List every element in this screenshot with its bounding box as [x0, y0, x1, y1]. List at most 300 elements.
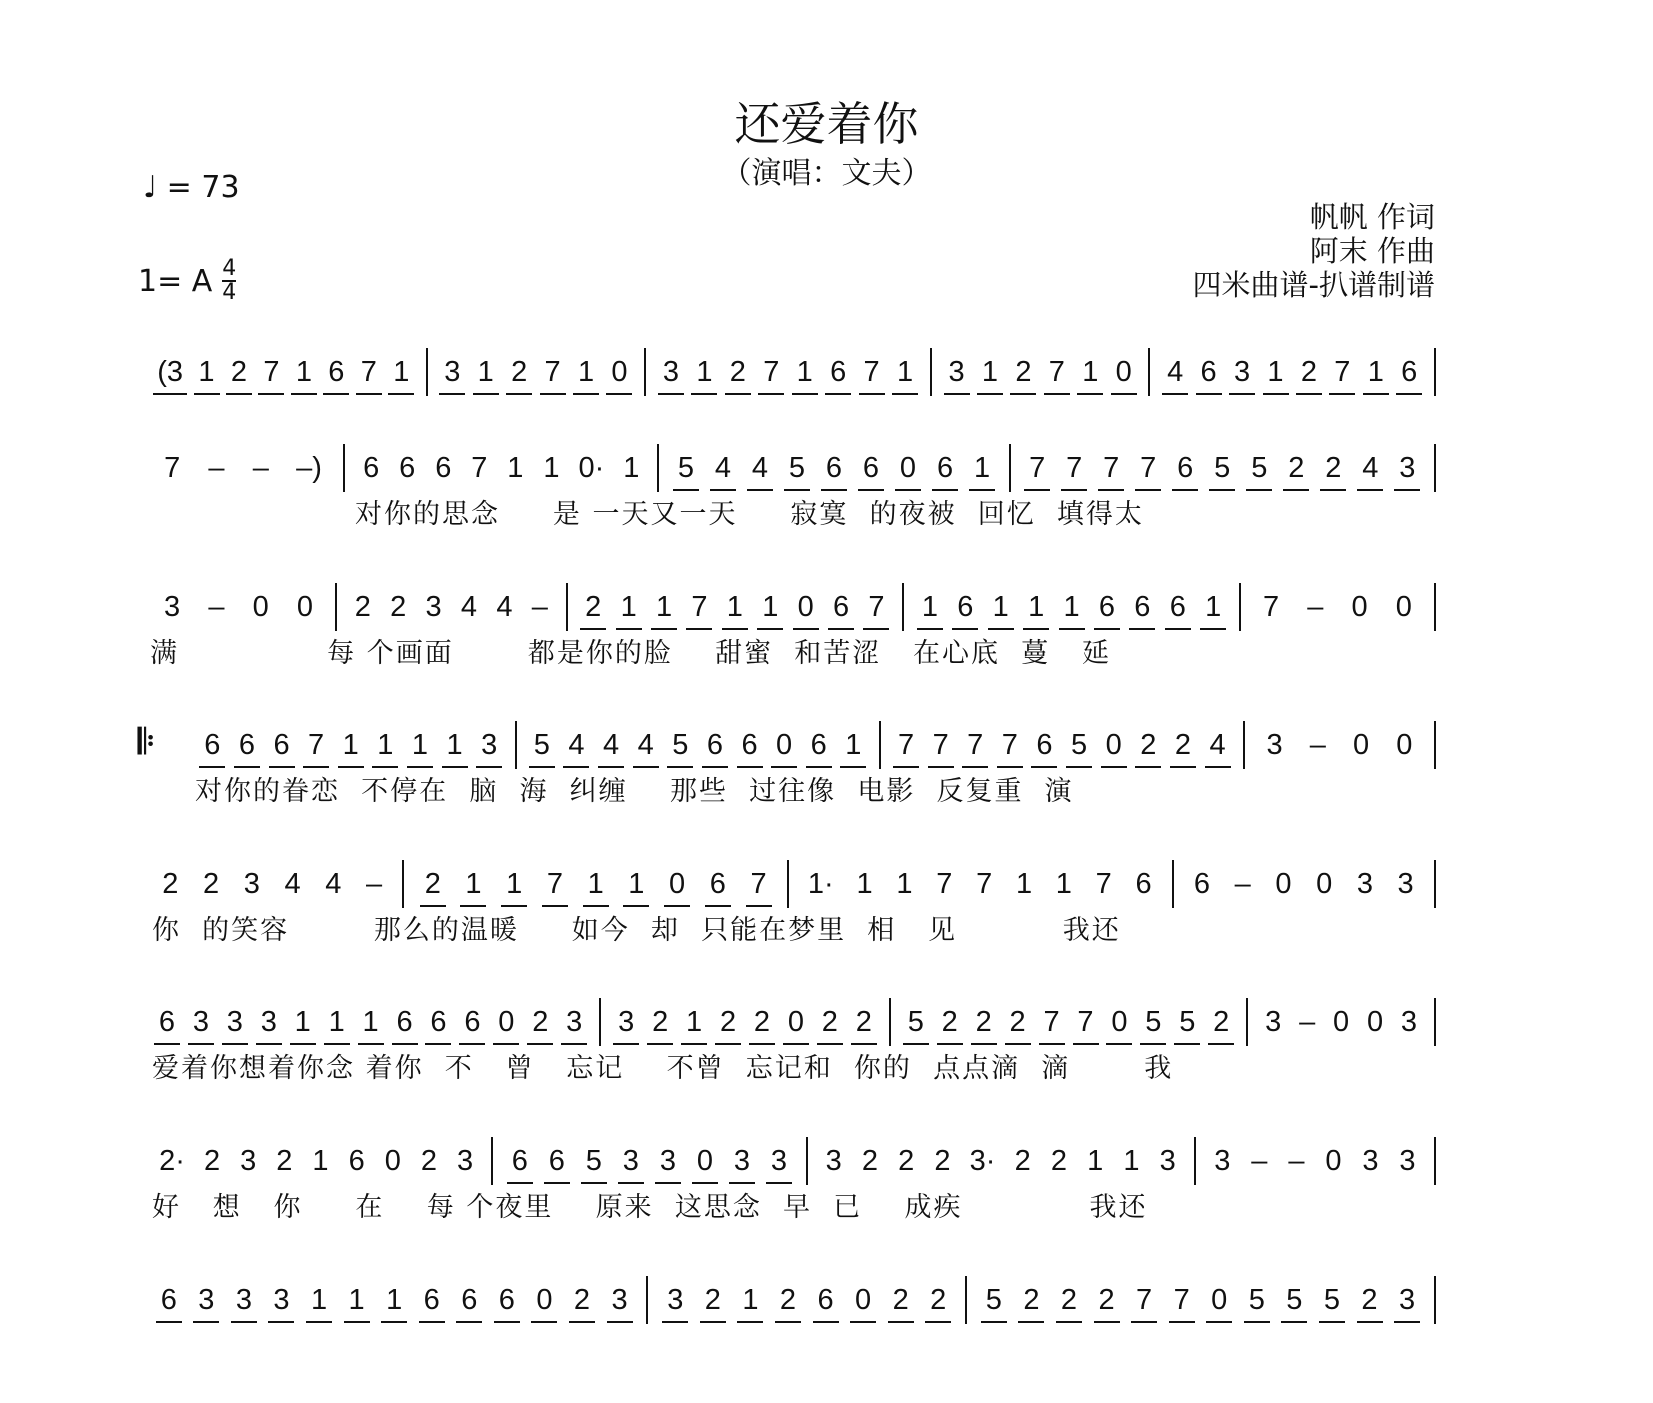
note: 1	[362, 1005, 379, 1038]
note: 7	[1066, 451, 1083, 484]
note: 6	[706, 728, 723, 761]
note: 6	[498, 1283, 515, 1316]
note: 1	[465, 867, 482, 900]
note: 4	[284, 867, 301, 900]
note: 2	[1015, 355, 1032, 388]
note: 4	[751, 451, 768, 484]
note: 6	[273, 728, 290, 761]
note: 6	[833, 590, 850, 623]
measure	[1196, 1137, 1436, 1185]
note: 5	[1251, 451, 1268, 484]
note: 3	[948, 355, 965, 388]
note: 2	[729, 355, 746, 388]
note: 1	[696, 355, 713, 388]
note: 7	[863, 355, 880, 388]
note: 2	[779, 1283, 797, 1316]
note: 0	[1333, 1005, 1350, 1038]
note: 3	[273, 1283, 290, 1316]
note: 1	[1028, 590, 1045, 623]
note: 6	[461, 1283, 478, 1316]
lyrics-line: 对你的思念 是 一天又一天 寂寞 的夜被 回忆 填得太	[355, 499, 1144, 530]
note: 7	[164, 451, 181, 484]
note: 3	[1399, 451, 1416, 484]
measure	[568, 583, 905, 631]
staff-row	[150, 1137, 1436, 1185]
note: 6	[1401, 355, 1418, 388]
note: 6	[1134, 590, 1151, 623]
note: 7	[1001, 728, 1018, 761]
note: 2	[975, 1005, 992, 1038]
note: 6	[158, 1005, 176, 1038]
note: 0	[855, 1283, 872, 1316]
note: 0	[1351, 590, 1368, 623]
note: 0	[1316, 867, 1333, 900]
note: 5	[1286, 1283, 1303, 1316]
note: 7	[1103, 451, 1120, 484]
note: 5	[1248, 1283, 1265, 1316]
note: 1	[1087, 1144, 1104, 1177]
note: 7	[750, 867, 767, 900]
note: 7	[1140, 451, 1157, 484]
note: 3	[1356, 867, 1373, 900]
note: 2	[821, 1005, 838, 1038]
measure	[932, 348, 1151, 396]
note: 5	[985, 1283, 1002, 1316]
note: 2	[230, 355, 248, 388]
note: 0	[536, 1283, 553, 1316]
note: 7	[263, 355, 280, 388]
note: 2	[934, 1144, 951, 1177]
measure	[1245, 721, 1436, 769]
measure	[150, 583, 337, 631]
note: 1	[981, 355, 999, 388]
note: 1	[623, 451, 640, 484]
measure	[150, 1137, 493, 1185]
note: 4	[568, 728, 585, 761]
note: 0	[1396, 728, 1413, 761]
note: 7	[546, 867, 563, 900]
measure	[404, 860, 789, 908]
note: 2	[930, 1283, 947, 1316]
measure	[428, 348, 647, 396]
note: 1	[896, 355, 914, 388]
staff-row	[195, 721, 1436, 769]
note: 3	[226, 1005, 243, 1038]
note: 0	[1275, 867, 1292, 900]
note: 1	[742, 1283, 759, 1316]
note: 7	[1043, 1005, 1060, 1038]
note: 3·	[969, 1144, 996, 1177]
note: 2	[1213, 1005, 1230, 1038]
note: 2	[1098, 1283, 1115, 1316]
note: 7	[868, 590, 885, 623]
note: 2	[532, 1005, 549, 1038]
measure	[150, 998, 601, 1046]
note: 5	[1179, 1005, 1196, 1038]
lyrics-line: 你 的笑容 那么的温暖 如今 却 只能在梦里 相 见 我还	[152, 915, 1121, 946]
note: 6	[862, 451, 880, 484]
note: 0	[669, 867, 686, 900]
measure	[1011, 444, 1436, 492]
note: 2	[573, 1283, 591, 1316]
note: –	[1234, 867, 1251, 900]
note: 3	[659, 1144, 676, 1177]
note: 6	[1169, 590, 1186, 623]
note: 1	[587, 867, 604, 900]
note: 3	[444, 355, 461, 388]
note: 6	[396, 1005, 413, 1038]
note: 2	[203, 867, 220, 900]
note: 0	[776, 728, 793, 761]
note: 2	[276, 1144, 293, 1177]
note: 1	[896, 867, 913, 900]
note: 4	[496, 590, 513, 623]
note: 2	[941, 1005, 958, 1038]
note: 1	[577, 355, 595, 388]
note: 7	[308, 728, 325, 761]
composer: 阿末 作曲	[1309, 234, 1435, 268]
note: 3	[1398, 1283, 1416, 1316]
note: 0	[696, 1144, 713, 1177]
note: 2	[1300, 355, 1317, 388]
note: 3	[198, 1283, 215, 1316]
key-label: 1= A	[138, 263, 213, 299]
note: 6	[1177, 451, 1194, 484]
measure	[1241, 583, 1436, 631]
note: 4	[1167, 355, 1184, 388]
note: –	[1251, 1144, 1268, 1177]
measure	[648, 1276, 967, 1324]
note: 6	[435, 451, 452, 484]
note: 1	[973, 451, 991, 484]
note: 3	[192, 1005, 209, 1038]
note: 6	[936, 451, 954, 484]
measure	[881, 721, 1245, 769]
note: 7	[1048, 355, 1065, 388]
credits	[1193, 200, 1435, 302]
note: 1	[393, 355, 410, 388]
note: 1·	[807, 867, 834, 900]
note: 6	[348, 1144, 365, 1177]
song-title: 还爱着你	[734, 97, 919, 151]
note: 1	[386, 1283, 403, 1316]
note: 3	[733, 1144, 751, 1177]
note: 2	[424, 867, 441, 900]
note: 2	[719, 1005, 737, 1038]
note: 2	[203, 1144, 221, 1177]
lyrics-line: 好 想 你 在 每 个夜里 原来 这思念 早 已 成疾 我还	[152, 1192, 1148, 1223]
note: 0	[296, 590, 313, 623]
note: 1	[686, 1005, 703, 1038]
performer: （演唱：文夫）	[721, 156, 932, 191]
note: –	[208, 451, 225, 484]
measure	[646, 348, 932, 396]
note: 1	[310, 1283, 328, 1316]
note: 0	[1395, 590, 1412, 623]
note: 3	[1362, 1144, 1379, 1177]
measure	[789, 860, 1174, 908]
note: 6	[464, 1005, 481, 1038]
note: 1	[477, 355, 494, 388]
note: 2	[354, 590, 371, 623]
note: 1	[796, 355, 813, 388]
note: 1	[1367, 355, 1384, 388]
note: 6	[430, 1005, 447, 1038]
note: 3	[662, 355, 680, 388]
note: 0	[1105, 728, 1122, 761]
note: 4	[603, 728, 620, 761]
measure	[1174, 860, 1436, 908]
note: 1	[726, 590, 743, 623]
note: 6	[817, 1283, 834, 1316]
note: 5	[672, 728, 689, 761]
note: 2	[753, 1005, 771, 1038]
note: 7	[967, 728, 984, 761]
measure	[150, 444, 345, 492]
note: 3	[481, 728, 498, 761]
note: 6	[810, 728, 827, 761]
note: 0	[1111, 1005, 1128, 1038]
note: 0	[1366, 1005, 1384, 1038]
lyricist: 帆帆 作词	[1309, 200, 1435, 234]
note: 2·	[159, 1144, 185, 1177]
note: 7	[763, 355, 780, 388]
note: 0	[1352, 728, 1370, 761]
note: 7	[691, 590, 708, 623]
transcriber: 四米曲谱-扒谱制谱	[1192, 268, 1435, 302]
note: 2	[511, 355, 528, 388]
note: –	[1299, 1005, 1316, 1038]
note: –)	[296, 451, 322, 484]
note: 1	[992, 590, 1009, 623]
note: 2	[704, 1283, 721, 1316]
note: 2	[652, 1005, 669, 1038]
measure	[601, 998, 891, 1046]
note: 2	[1023, 1283, 1040, 1316]
note: 1	[628, 867, 645, 900]
note: 3	[1397, 867, 1414, 900]
note: 2	[898, 1144, 915, 1177]
note: 2	[162, 867, 179, 900]
note: 3	[1233, 355, 1251, 388]
note: 5	[585, 1144, 602, 1177]
note: 1	[342, 728, 359, 761]
note: 1	[856, 867, 873, 900]
note: 0	[1211, 1283, 1228, 1316]
note: 3	[611, 1283, 628, 1316]
note: –	[365, 867, 383, 900]
note: 2	[855, 1005, 872, 1038]
note: 5	[677, 451, 694, 484]
note: 3	[566, 1005, 583, 1038]
note: 4	[1209, 728, 1226, 761]
measure	[493, 1137, 807, 1185]
note: 0	[1115, 355, 1132, 388]
note: 1	[1015, 867, 1033, 900]
note: 3	[618, 1005, 635, 1038]
note: 0	[797, 590, 814, 623]
measure	[808, 1137, 1196, 1185]
note: 3	[1159, 1144, 1176, 1177]
measure	[150, 1276, 648, 1324]
note: 6	[1200, 355, 1217, 388]
measure	[345, 444, 659, 492]
note: 2	[1288, 451, 1305, 484]
key-signature	[138, 258, 236, 304]
time-signature: $\frac{4}{4}$	[222, 256, 237, 305]
staff-row	[150, 348, 1436, 396]
note: 3	[1266, 728, 1283, 761]
note: 1	[921, 590, 938, 623]
note: 7	[360, 355, 377, 388]
note: 6	[957, 590, 974, 623]
tempo-marking: ♩ = 73	[143, 170, 240, 205]
measure	[1248, 998, 1436, 1046]
note: 3	[1265, 1005, 1282, 1038]
note: 0	[899, 451, 917, 484]
note: 1	[1063, 590, 1080, 623]
note: 1	[295, 355, 312, 388]
note: 4	[714, 451, 731, 484]
note: 3	[1214, 1144, 1231, 1177]
note: 1	[1082, 355, 1099, 388]
staff-row	[150, 583, 1436, 631]
note: 7	[1136, 1283, 1153, 1316]
measure	[337, 583, 567, 631]
staff-row	[150, 998, 1436, 1046]
note: 7	[897, 728, 915, 761]
note: 7	[1095, 867, 1112, 900]
note: 0	[252, 590, 269, 623]
note: 1	[506, 867, 523, 900]
note: –	[208, 590, 225, 623]
note: 1	[294, 1005, 311, 1038]
note: 1	[762, 590, 779, 623]
note: 3	[1399, 1144, 1416, 1177]
note: 3	[622, 1144, 639, 1177]
note: 4	[325, 867, 342, 900]
note: 5	[1071, 728, 1088, 761]
note: 6	[328, 355, 345, 388]
measure	[517, 721, 881, 769]
note: 2	[1060, 1283, 1078, 1316]
note: 2	[1050, 1144, 1067, 1177]
note: 2	[1174, 728, 1191, 761]
note: 1	[198, 355, 215, 388]
note: 5	[788, 451, 806, 484]
note: 0	[611, 355, 628, 388]
note: 6	[1193, 867, 1211, 900]
note: 7	[936, 867, 953, 900]
note: 5	[1145, 1005, 1162, 1038]
note: 2	[1361, 1283, 1378, 1316]
note: 1	[845, 728, 862, 761]
note: 0	[384, 1144, 401, 1177]
note: 5	[1214, 451, 1231, 484]
staff-row	[150, 444, 1436, 492]
measure	[659, 444, 1010, 492]
note: 2	[390, 590, 407, 623]
measure	[1150, 348, 1436, 396]
note: 4	[460, 590, 478, 623]
staff-row	[150, 860, 1436, 908]
note: 1	[411, 728, 429, 761]
note: 6	[1098, 590, 1116, 623]
note: 0·	[578, 451, 605, 484]
note: 3	[457, 1144, 474, 1177]
note: –	[1307, 590, 1324, 623]
note: 2	[892, 1283, 909, 1316]
note: –	[531, 590, 548, 623]
note: 3	[260, 1005, 277, 1038]
note: 6	[399, 451, 416, 484]
note: 6	[423, 1283, 440, 1316]
repeat-start-sign: 𝄆	[138, 722, 155, 762]
note: 5	[907, 1005, 924, 1038]
note: 1	[1123, 1144, 1140, 1177]
note: 3	[164, 590, 181, 623]
note: 1	[1055, 867, 1072, 900]
note: 4	[637, 728, 654, 761]
note: 6	[204, 728, 221, 761]
measure	[904, 583, 1241, 631]
note: 1	[446, 728, 463, 761]
note: 1	[655, 590, 673, 623]
note: 1	[1267, 355, 1284, 388]
measure	[150, 860, 404, 908]
note: 1	[620, 590, 637, 623]
measure	[195, 721, 517, 769]
note: 7	[1173, 1283, 1190, 1316]
note: 6	[548, 1144, 565, 1177]
note: 6	[160, 1283, 177, 1316]
note: 3	[235, 1283, 252, 1316]
note: 1	[377, 728, 394, 761]
note: 7	[544, 355, 561, 388]
note: 7	[1029, 451, 1046, 484]
note: 3	[425, 590, 442, 623]
note: 3	[240, 1144, 257, 1177]
note: 6	[238, 728, 255, 761]
note: 7	[1077, 1005, 1094, 1038]
note: 1	[507, 451, 524, 484]
note: 3	[825, 1144, 842, 1177]
note: 5	[1323, 1283, 1340, 1316]
note: 2	[1014, 1144, 1031, 1177]
lyrics-line: 对你的眷恋 不停在 脑 海 纠缠 那些 过往像 电影 反复重 演	[195, 776, 1074, 807]
measure	[891, 998, 1248, 1046]
note: 2	[861, 1144, 878, 1177]
note: 1	[543, 451, 560, 484]
note: 2	[585, 590, 602, 623]
note: 2	[420, 1144, 438, 1177]
note: 7	[976, 867, 993, 900]
note: 0	[498, 1005, 515, 1038]
note: 6	[511, 1144, 528, 1177]
note: 7	[932, 728, 949, 761]
note: 1	[1205, 590, 1222, 623]
note: 6	[830, 355, 847, 388]
note: 6	[363, 451, 380, 484]
note: 7	[471, 451, 488, 484]
note: 5	[533, 728, 550, 761]
note: –	[1288, 1144, 1305, 1177]
note: 4	[1362, 451, 1379, 484]
note: 3	[667, 1283, 684, 1316]
note: 6	[709, 867, 726, 900]
note: 1	[348, 1283, 365, 1316]
lyrics-line: 满 每 个画面 都是你的脸 甜蜜 和苦涩 在心底 蔓 延	[150, 638, 1111, 669]
